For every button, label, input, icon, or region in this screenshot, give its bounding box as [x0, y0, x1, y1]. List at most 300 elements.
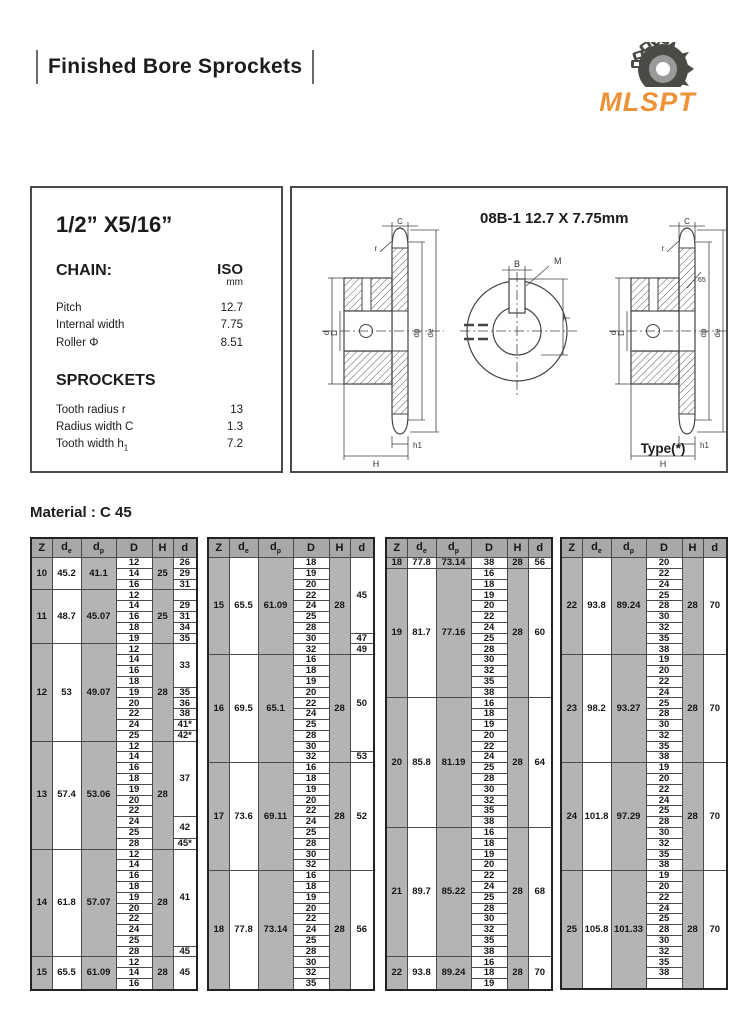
spec-value: 12.7	[220, 302, 243, 314]
bore-cell: 24	[471, 881, 507, 892]
bore-cell: 28	[293, 622, 329, 633]
outside-diameter-cell: 61.8	[52, 849, 81, 957]
pitch-diameter-cell: 81.19	[436, 698, 471, 828]
bore-cell: 28	[293, 838, 329, 849]
dim-label-D: D	[617, 330, 626, 336]
bore-cell: 30	[293, 849, 329, 860]
dim-label-d: d	[609, 330, 618, 336]
column-header: $d_e$	[407, 538, 436, 558]
hub-diameter-cell: 45	[350, 558, 374, 634]
hub-diameter-cell: 33	[173, 644, 197, 687]
bore-cell: 28	[646, 709, 682, 720]
bore-cell: 22	[293, 914, 329, 925]
spec-row-internal-width	[56, 317, 243, 334]
spec-label: Internal width	[56, 319, 125, 332]
spec-row-pitch	[56, 300, 243, 317]
dim-label-r: r	[661, 244, 665, 253]
technical-drawing	[292, 218, 726, 470]
column-header: D	[293, 538, 329, 558]
column-header: $d_p$	[611, 538, 646, 558]
left-section-view	[322, 218, 444, 469]
spec-row-tooth-radius	[56, 402, 243, 419]
pitch-diameter-cell: 61.09	[258, 558, 293, 655]
outside-diameter-cell: 77.8	[229, 871, 258, 990]
bore-cell: 18	[116, 622, 152, 633]
teeth-count-cell: 10	[31, 558, 52, 590]
column-header: $d_p$	[81, 538, 116, 558]
teeth-count-cell: 16	[208, 655, 229, 763]
table-row	[208, 763, 374, 774]
bore-cell: 28	[646, 601, 682, 612]
hub-width-cell: 28	[507, 568, 528, 698]
outside-diameter-cell: 98.2	[582, 655, 611, 763]
bore-cell: 16	[471, 568, 507, 579]
bore-cell: 25	[471, 763, 507, 774]
bore-cell: 22	[646, 784, 682, 795]
column-header: H	[152, 538, 173, 558]
pitch-diameter-cell: 65.1	[258, 655, 293, 763]
bore-cell: 19	[471, 849, 507, 860]
table-header-row	[31, 538, 197, 558]
hub-width-cell: 28	[682, 558, 703, 655]
page-header	[36, 50, 314, 84]
table-row	[208, 655, 374, 666]
bore-cell: 24	[646, 795, 682, 806]
outside-diameter-cell: 101.8	[582, 763, 611, 871]
spec-row-radius-width	[56, 419, 243, 436]
hub-diameter-cell: 56	[528, 558, 552, 569]
hub-diameter-cell: 37	[173, 741, 197, 817]
table-row	[31, 849, 197, 860]
column-header: d	[173, 538, 197, 558]
chain-section-header	[56, 262, 243, 288]
pitch-diameter-cell: 49.07	[81, 644, 116, 741]
hub-diameter-cell: 49	[350, 644, 374, 655]
dim-label-C: C	[684, 218, 690, 226]
column-header: $d_e$	[52, 538, 81, 558]
dim-label-dp: dp	[699, 328, 708, 338]
hub-diameter-cell: 64	[528, 698, 552, 828]
bore-cell: 32	[471, 795, 507, 806]
bore-cell: 22	[471, 871, 507, 882]
spec-label: Tooth width $h_1$	[56, 438, 129, 453]
bore-cell: 22	[646, 568, 682, 579]
hub-diameter-cell: 35	[173, 687, 197, 698]
hub-width-cell: 25	[152, 590, 173, 644]
teeth-count-cell: 13	[31, 741, 52, 849]
hub-diameter-cell: 29	[173, 601, 197, 612]
bore-cell: 19	[116, 687, 152, 698]
bore-cell: 20	[471, 601, 507, 612]
bore-cell: 32	[646, 622, 682, 633]
dim-label-dp: dp	[412, 328, 421, 338]
bore-cell: 24	[293, 817, 329, 828]
bore-cell: 18	[293, 665, 329, 676]
table-row	[208, 558, 374, 569]
column-header: d	[350, 538, 374, 558]
bore-cell: 25	[116, 730, 152, 741]
teeth-count-cell: 11	[31, 590, 52, 644]
dim-label-B: B	[513, 259, 521, 269]
teeth-count-cell: 23	[561, 655, 582, 763]
hub-diameter-cell: 42*	[173, 730, 197, 741]
hub-diameter-cell: 36	[173, 698, 197, 709]
bore-cell: 24	[471, 622, 507, 633]
pitch-diameter-cell: 89.24	[436, 957, 471, 990]
table-row	[31, 644, 197, 655]
teeth-count-cell: 25	[561, 871, 582, 990]
pitch-diameter-cell: 89.24	[611, 558, 646, 655]
hub-diameter-cell: 29	[173, 568, 197, 579]
table-row	[561, 871, 727, 882]
column-header: H	[507, 538, 528, 558]
title-divider-right	[312, 50, 314, 84]
teeth-count-cell: 15	[31, 957, 52, 990]
spec-label: Pitch	[56, 302, 82, 314]
unit-iso: ISO	[217, 261, 243, 278]
teeth-count-cell: 24	[561, 763, 582, 871]
bore-cell: 16	[293, 871, 329, 882]
type-note: Type(*)	[640, 441, 686, 456]
bore-cell: 35	[646, 741, 682, 752]
pitch-diameter-cell: 93.27	[611, 655, 646, 763]
bore-cell: 14	[116, 568, 152, 579]
bore-cell: 32	[293, 644, 329, 655]
column-header: H	[329, 538, 350, 558]
bore-cell: 19	[471, 719, 507, 730]
bore-cell: 19	[293, 676, 329, 687]
outside-diameter-cell: 81.7	[407, 568, 436, 698]
bore-cell: 24	[293, 709, 329, 720]
chain-spec-box	[30, 186, 283, 473]
teeth-count-cell: 22	[386, 957, 407, 990]
outside-diameter-cell: 65.5	[229, 558, 258, 655]
table-row	[386, 957, 552, 968]
dim-label-h1: h1	[700, 441, 709, 450]
outside-diameter-cell: 45.2	[52, 558, 81, 590]
table-row	[386, 568, 552, 579]
hub-width-cell: 28	[682, 763, 703, 871]
bore-cell: 20	[116, 795, 152, 806]
outside-diameter-cell: 65.5	[52, 957, 81, 990]
outside-diameter-cell: 89.7	[407, 827, 436, 957]
bore-cell: 16	[293, 655, 329, 666]
bore-cell: 28	[293, 730, 329, 741]
bore-cell: 25	[471, 892, 507, 903]
bore-cell: 32	[471, 925, 507, 936]
front-view	[460, 256, 577, 398]
dim-label-angle: 65	[698, 277, 706, 284]
bore-cell: 25	[293, 611, 329, 622]
table-row	[31, 558, 197, 569]
right-section-view	[609, 218, 726, 469]
bore-cell: 20	[293, 687, 329, 698]
bore-cell: 19	[116, 892, 152, 903]
sprocket-tables	[30, 537, 726, 989]
hub-diameter-cell: 41*	[173, 719, 197, 730]
spec-value: 7.75	[220, 319, 243, 332]
bore-cell: 30	[471, 914, 507, 925]
bore-cell: 30	[646, 611, 682, 622]
hub-diameter-cell: 60	[528, 568, 552, 698]
unit-mm: mm	[226, 277, 243, 288]
bore-cell: 22	[293, 806, 329, 817]
bore-cell: 24	[116, 719, 152, 730]
bore-cell: 24	[116, 817, 152, 828]
bore-cell: 22	[471, 611, 507, 622]
dim-label-H: H	[659, 459, 667, 469]
hub-diameter-cell: 50	[350, 655, 374, 752]
bore-cell: 30	[646, 935, 682, 946]
teeth-count-cell: 12	[31, 644, 52, 741]
bore-cell: 20	[293, 795, 329, 806]
bore-cell: 22	[293, 698, 329, 709]
bore-cell: 38	[646, 968, 682, 979]
hub-width-cell: 28	[152, 644, 173, 741]
bore-cell: 18	[293, 558, 329, 569]
bore-cell: 14	[116, 860, 152, 871]
bore-cell: 19	[293, 892, 329, 903]
bore-cell: 30	[293, 633, 329, 644]
bore-cell: 20	[471, 860, 507, 871]
bore-cell: 25	[293, 935, 329, 946]
teeth-count-cell: 14	[31, 849, 52, 957]
table-row	[31, 741, 197, 752]
dim-label-C: C	[397, 218, 403, 226]
sprocket-table-2	[207, 537, 375, 991]
hub-diameter-cell: 70	[703, 871, 727, 990]
hub-width-cell: 28	[682, 655, 703, 763]
hub-diameter-cell: 31	[173, 611, 197, 622]
hub-diameter-cell: 70	[703, 655, 727, 763]
sprocket-table-4	[560, 537, 728, 990]
hub-diameter-cell: 45*	[173, 838, 197, 849]
hub-diameter-cell: 70	[528, 957, 552, 990]
table-row	[31, 590, 197, 601]
outside-diameter-cell: 93.8	[407, 957, 436, 990]
bore-cell: 25	[293, 827, 329, 838]
bore-cell: 16	[116, 665, 152, 676]
outside-diameter-cell: 73.6	[229, 763, 258, 871]
outside-diameter-cell: 48.7	[52, 590, 81, 644]
hub-diameter-cell: 34	[173, 622, 197, 633]
teeth-count-cell: 22	[561, 558, 582, 655]
bore-cell: 30	[646, 719, 682, 730]
bore-cell: 19	[293, 568, 329, 579]
bore-cell: 32	[293, 968, 329, 979]
hub-width-cell: 28	[507, 698, 528, 828]
bore-cell: 28	[646, 925, 682, 936]
pitch-diameter-cell: 41.1	[81, 558, 116, 590]
bore-cell: 32	[293, 860, 329, 871]
bore-cell: 18	[471, 709, 507, 720]
bore-cell: 18	[116, 881, 152, 892]
dim-label-de: de	[426, 328, 435, 338]
bore-cell: 14	[116, 655, 152, 666]
hub-diameter-cell: 53	[350, 752, 374, 763]
bore-cell: 12	[116, 957, 152, 968]
page-title: Finished Bore Sprockets	[48, 55, 303, 78]
table-row	[561, 763, 727, 774]
bore-cell: 30	[646, 827, 682, 838]
hub-diameter-cell	[173, 590, 197, 601]
bore-cell: 35	[471, 935, 507, 946]
bore-cell: 16	[471, 957, 507, 968]
bore-cell: 19	[646, 871, 682, 882]
title-divider-left	[36, 50, 38, 84]
bore-cell: 14	[116, 968, 152, 979]
bore-cell: 18	[471, 968, 507, 979]
bore-cell: 25	[116, 827, 152, 838]
pitch-diameter-cell: 69.11	[258, 763, 293, 871]
bore-cell: 18	[471, 579, 507, 590]
bore-cell: 16	[116, 763, 152, 774]
bore-cell: 19	[646, 763, 682, 774]
bore-cell: 32	[646, 946, 682, 957]
column-header: Z	[31, 538, 52, 558]
hub-width-cell: 28	[682, 871, 703, 990]
table-header-row	[561, 538, 727, 558]
bore-cell: 32	[293, 752, 329, 763]
hub-width-cell: 28	[507, 827, 528, 957]
bore-cell: 35	[646, 957, 682, 968]
bore-cell: 35	[646, 633, 682, 644]
column-header: Z	[386, 538, 407, 558]
hub-width-cell: 28	[329, 558, 350, 655]
bore-cell: 16	[471, 827, 507, 838]
sprocket-table-1	[30, 537, 198, 991]
bore-cell: 22	[293, 590, 329, 601]
bore-cell: 28	[646, 817, 682, 828]
bore-cell: 16	[116, 579, 152, 590]
dim-label-H: H	[372, 459, 380, 469]
hub-diameter-cell: 70	[703, 558, 727, 655]
bore-cell: 18	[116, 676, 152, 687]
bore-cell: 16	[116, 871, 152, 882]
bore-cell: 24	[646, 579, 682, 590]
bore-cell: 32	[471, 665, 507, 676]
hub-diameter-cell: 35	[173, 633, 197, 644]
bore-cell: 22	[471, 741, 507, 752]
bore-cell: 20	[293, 903, 329, 914]
pitch-diameter-cell: 73.14	[258, 871, 293, 990]
bore-cell: 38	[646, 752, 682, 763]
drawing-box	[290, 186, 728, 473]
bore-cell: 19	[116, 784, 152, 795]
bore-cell: 19	[471, 979, 507, 990]
pitch-diameter-cell: 45.07	[81, 590, 116, 644]
outside-diameter-cell: 53	[52, 644, 81, 741]
outside-diameter-cell: 105.8	[582, 871, 611, 990]
hub-diameter-cell: 56	[350, 871, 374, 990]
dim-label-de: de	[713, 328, 722, 338]
pitch-diameter-cell: 53.06	[81, 741, 116, 849]
pitch-diameter-cell: 101.33	[611, 871, 646, 990]
pitch-diameter-cell: 61.09	[81, 957, 116, 990]
bore-cell: 35	[471, 676, 507, 687]
dim-label-M: M	[554, 256, 562, 266]
bore-cell: 38	[646, 644, 682, 655]
bore-cell: 20	[471, 730, 507, 741]
sprockets-label: SPROCKETS	[56, 371, 156, 389]
outside-diameter-cell: 85.8	[407, 698, 436, 828]
bore-cell: 20	[116, 698, 152, 709]
bore-cell: 24	[646, 903, 682, 914]
teeth-count-cell: 17	[208, 763, 229, 871]
bore-cell: 28	[116, 838, 152, 849]
bore-cell: 18	[293, 881, 329, 892]
bore-cell: 28	[293, 946, 329, 957]
chain-size-title: 1/2” X5/16”	[56, 212, 173, 237]
hub-width-cell: 28	[507, 957, 528, 990]
teeth-count-cell: 21	[386, 827, 407, 957]
bore-cell: 22	[116, 914, 152, 925]
spec-row-roller	[56, 335, 243, 352]
hub-width-cell: 28	[152, 957, 173, 990]
bore-cell: 38	[646, 860, 682, 871]
spec-row-tooth-width	[56, 436, 243, 454]
column-header: d	[703, 538, 727, 558]
bore-cell: 28	[471, 773, 507, 784]
bore-cell: 38	[471, 558, 507, 569]
bore-cell: 25	[646, 914, 682, 925]
bore-cell: 16	[471, 698, 507, 709]
column-header: $d_p$	[258, 538, 293, 558]
bore-cell: 24	[293, 925, 329, 936]
hub-diameter-cell: 45	[173, 957, 197, 990]
table-header-row	[208, 538, 374, 558]
column-header: d	[528, 538, 552, 558]
bore-cell: 22	[116, 709, 152, 720]
bore-cell: 12	[116, 644, 152, 655]
bore-cell: 12	[116, 741, 152, 752]
column-header: D	[646, 538, 682, 558]
bore-cell: 25	[646, 590, 682, 601]
outside-diameter-cell: 57.4	[52, 741, 81, 849]
hub-diameter-cell: 26	[173, 558, 197, 569]
bore-cell: 18	[471, 838, 507, 849]
teeth-count-cell: 20	[386, 698, 407, 828]
bore-cell: 22	[116, 806, 152, 817]
logo-text: MLSPT	[599, 87, 696, 117]
bore-cell: 25	[116, 935, 152, 946]
hub-width-cell: 28	[152, 741, 173, 849]
hub-diameter-cell: 31	[173, 579, 197, 590]
column-header: D	[471, 538, 507, 558]
hub-diameter-cell: 52	[350, 763, 374, 871]
bore-cell: 19	[293, 784, 329, 795]
bore-cell: 30	[471, 655, 507, 666]
bore-cell: 25	[646, 806, 682, 817]
table-row	[386, 558, 552, 569]
hub-diameter-cell: 38	[173, 709, 197, 720]
table-row	[386, 827, 552, 838]
column-header: Z	[208, 538, 229, 558]
bore-cell: 19	[116, 633, 152, 644]
column-header: $d_p$	[436, 538, 471, 558]
spec-label: Radius width C	[56, 421, 134, 433]
bore-cell: 30	[293, 957, 329, 968]
bore-cell: 38	[471, 687, 507, 698]
bore-cell: 22	[646, 676, 682, 687]
spec-value: 7.2	[227, 438, 243, 451]
bore-cell: 35	[293, 979, 329, 990]
chain-label: CHAIN:	[56, 262, 112, 279]
hub-width-cell: 28	[152, 849, 173, 957]
pitch-diameter-cell: 77.16	[436, 568, 471, 698]
bore-cell: 38	[471, 946, 507, 957]
company-logo	[585, 42, 710, 118]
